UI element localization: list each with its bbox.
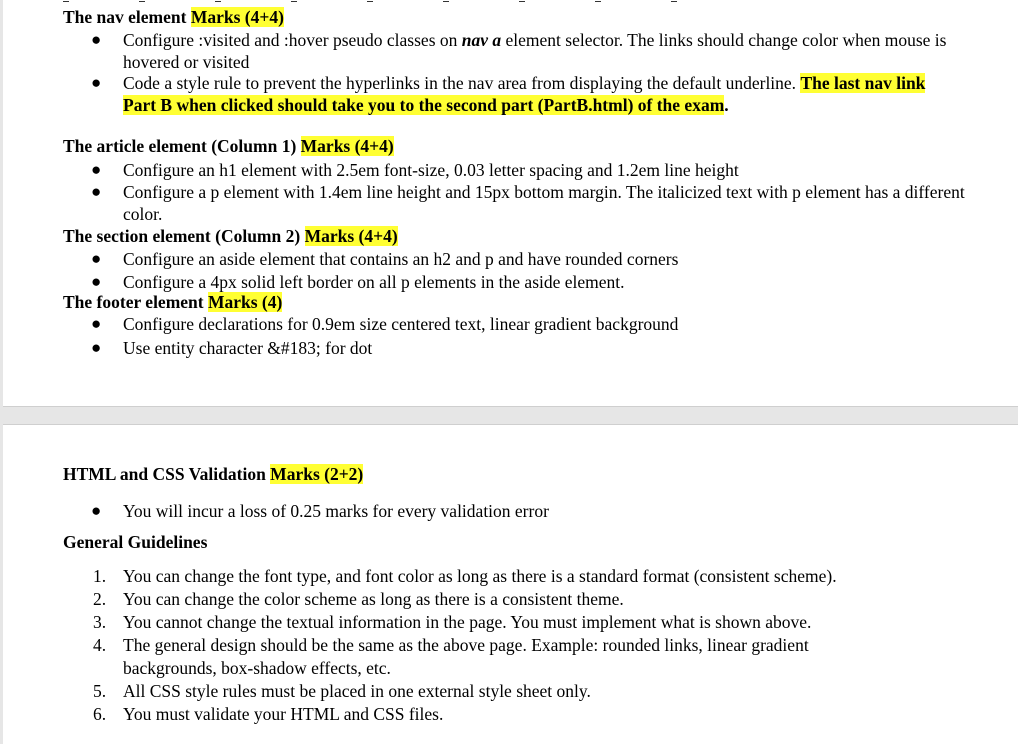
list-number: 5. — [93, 681, 107, 701]
footer-heading: The footer element Marks (4) — [63, 292, 283, 312]
bullet: ● — [91, 338, 102, 357]
guideline-item-4: The general design should be the same as the above page. Example: rounded links, linear gradient backgrounds, box-shadow effects, etc. — [123, 635, 809, 678]
bullet: ● — [91, 249, 102, 268]
nav-bullet-2: Code a style rule to prevent the hyperlinks in the nav area from displaying the default underline. The last nav link Part B when clicked should take you to the second part (PartB.html) of the exam. — [123, 73, 926, 115]
guideline-item-6: You must validate your HTML and CSS files. — [123, 704, 444, 724]
marks-highlight: Marks (4+4) — [190, 7, 284, 27]
marks-highlight: Marks (4+4) — [300, 136, 394, 156]
nav-bullet-1: Configure :visited and :hover pseudo classes on nav a element selector. The links should change color when mouse is hovered or visited — [123, 30, 947, 72]
nav-heading — [63, 6, 284, 28]
cropped-text-line — [63, 0, 783, 2]
list-number: 2. — [93, 589, 107, 609]
validation-heading: HTML and CSS Validation Marks (2+2) — [63, 464, 364, 484]
guideline-item-3: You cannot change the textual information in the page. You must implement what is shown above. — [123, 612, 812, 632]
guideline-item-2: You can change the color scheme as long as there is a consistent theme. — [123, 589, 624, 609]
bullet: ● — [91, 314, 102, 333]
footer-bullet-2: Use entity character &#183; for dot — [123, 338, 373, 358]
list-number: 6. — [93, 704, 107, 724]
marks-highlight: Marks (4) — [207, 292, 283, 312]
list-number: 4. — [93, 635, 107, 655]
section-bullet-2: Configure a 4px solid left border on all p elements in the aside element. — [123, 272, 625, 292]
section-bullet-1: Configure an aside element that contains an h2 and p and have rounded corners — [123, 249, 679, 269]
list-number: 1. — [93, 566, 107, 586]
bullet: ● — [91, 30, 102, 49]
article-bullet-2: Configure a p element with 1.4em line height and 15px bottom margin. The italicized text with p element has a different color. — [123, 182, 965, 224]
marks-highlight: Marks (2+2) — [270, 464, 364, 484]
bullet: ● — [91, 272, 102, 291]
document-page-2 — [3, 424, 1018, 744]
bullet: ● — [91, 160, 102, 179]
guideline-item-5: All CSS style rules must be placed in one external style sheet only. — [123, 681, 591, 701]
section-heading: The section element (Column 2) Marks (4+4) — [63, 226, 398, 246]
bullet: ● — [91, 73, 102, 92]
validation-bullet-1: You will incur a loss of 0.25 marks for every validation error — [123, 501, 549, 521]
footer-bullet-1: Configure declarations for 0.9em size centered text, linear gradient background — [123, 314, 679, 334]
list-number: 3. — [93, 612, 107, 632]
marks-highlight: Marks (4+4) — [304, 226, 398, 246]
document-page-1 — [3, 0, 1018, 407]
bullet: ● — [91, 182, 102, 201]
heading-text: The nav element — [63, 7, 187, 27]
bullet: ● — [91, 501, 102, 520]
guideline-item-1: You can change the font type, and font color as long as there is a standard format (consistent scheme). — [123, 566, 837, 586]
article-bullet-1: Configure an h1 element with 2.5em font-size, 0.03 letter spacing and 1.2em line height — [123, 160, 739, 180]
guidelines-heading: General Guidelines — [63, 532, 208, 552]
article-heading: The article element (Column 1) Marks (4+4) — [63, 136, 394, 156]
